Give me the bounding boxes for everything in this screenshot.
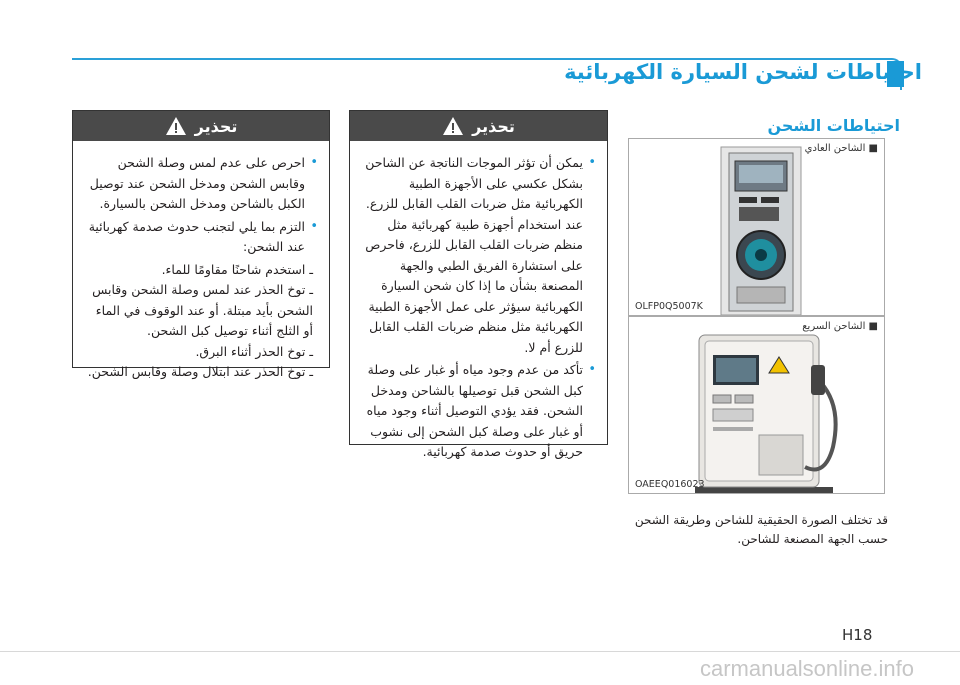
warning-triangle-icon [165,116,187,136]
warning-body [73,141,329,391]
warning-header [73,111,329,141]
warning-item: • التزم بما يلي لتجنب حدوث صدمة كهربائية عند الشحن: [83,217,305,258]
section-title: احتياطات الشحن [767,116,900,135]
photo-caption: ■ الشاحن العادي [804,143,878,154]
photo-caption: ■ الشاحن السريع [802,321,878,332]
fast-charger-illustration [629,317,884,493]
photo-code: OLFP0Q5007K [635,301,703,312]
warning-item: • تأكد من عدم وجود مياه أو غبار على وصلة كبل الشحن قبل توصيلها بالشاحن ومدخل الشحن. فقد يؤدي التوصيل أثناء وجود مياه أو غبار على وصلة كبل الشحن إلى نشوب حريق أو حدوث صدمة كهربائية. [360,360,583,463]
warning-triangle-icon [442,116,464,136]
footer-rule [0,651,960,652]
wall-charger-illustration [629,139,884,315]
normal-charger-photo [628,138,885,316]
warning-subitem: ـ توخ الحذر عند ابتلال وصلة وقابس الشحن. [87,364,313,379]
warning-item: • يمكن أن تؤثر الموجات الناتجة عن الشاحن بشكل عكسي على الأجهزة الطبية الكهربائية مثل ضربات القلب القابل للزرع. عند استخدام أجهزة طبية كهربائية مثل منظم ضربات القلب القابل للزرع، فاحرص على استشارة الفريق الطبي والجهة المصنعة بشأن ما إذا كان شحن السيارة الكهربائية سيؤثر على عمل الأجهزة الطبية الكهربائية مثل منظم ضربات القلب القابل للزرع أم لا. [360,153,583,358]
warning-heading: تحذير [194,116,238,136]
page-title: احتياطات لشحن السيارة الكهربائية [564,60,922,84]
warning-heading: تحذير [472,116,515,136]
warning-box-left [72,110,330,379]
warning-subitem: ـ توخ الحذر أثناء البرق. [195,343,313,359]
warning-subitem: ـ استخدم شاحنًا مقاومًا للماء. [161,261,313,277]
warning-box-right [349,110,608,459]
warning-item: • احرص على عدم لمس وصلة الشحن وقابس الشحن ومدخل الشحن عند توصيل الكبل بالشاحن ومدخل الشحن بالسيارة. [83,153,305,215]
fast-charger-photo [628,316,885,494]
photo-code: OAEEQ016023 [635,479,705,490]
image-note: قد تختلف الصورة الحقيقية للشاحن وطريقة الشحن حسب الجهة المصنعة للشاحن. [634,513,888,546]
warning-header [350,111,607,141]
warning-body [350,141,607,473]
page-number: H18 [842,626,873,644]
warning-subitem: ـ توخ الحذر عند لمس وصلة الشحن وقابس الشحن بأيد مبتلة. أو عند الوقوف في الماء أو الثلج أثناء توصيل كبل الشحن. [92,282,313,338]
watermark: carmanualsonline.info [699,656,914,681]
